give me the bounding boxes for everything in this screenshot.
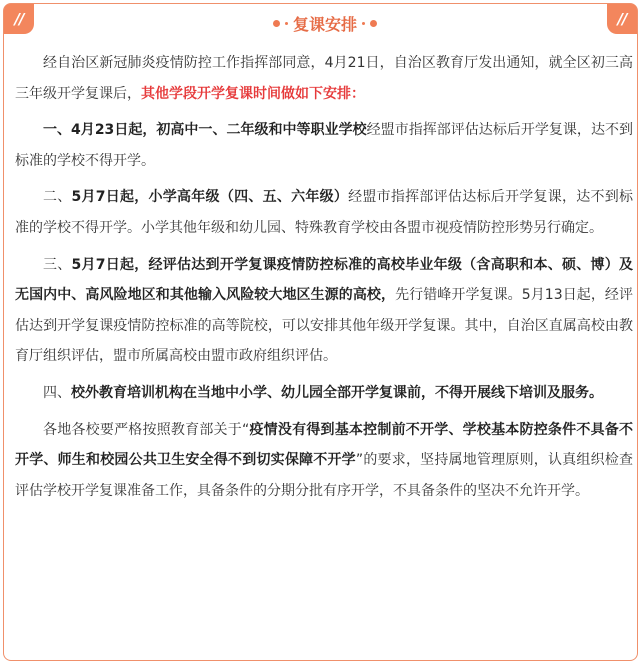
paragraph-item-4 xyxy=(15,378,633,409)
corner-badge-left-icon: // xyxy=(4,4,34,34)
paragraph-item-1 xyxy=(15,115,633,176)
title-dot-left-icon xyxy=(273,20,280,27)
bold-text: 疫情没有得到基本控制前不开学、学校基本防控条件不具备不开学、师生和校园公共卫生安全得不到切实保障不开学 xyxy=(15,421,634,469)
text-segment: 三、 xyxy=(43,256,72,273)
title-small-dot-right-icon xyxy=(362,22,365,25)
text-segment: 经盟市指挥部评估达标后开学复课，达不到标准的学校不得开学。 xyxy=(15,122,633,169)
highlight-text: 其他学段开学复课时间做如下安排： xyxy=(141,85,365,102)
bold-text: 5月7日起，小学高年级（四、五、六年级） xyxy=(71,189,349,206)
text-segment: 各地各校要严格按照教育部关于“ xyxy=(43,421,250,438)
corner-badge-right-icon: // xyxy=(607,4,637,34)
bold-text: 校外教育培训机构在当地中小学、幼儿园全部开学复课前，不得开展线下培训及服务。 xyxy=(71,384,603,401)
title-small-dot-left-icon xyxy=(285,22,288,25)
text-segment: 经自治区新冠肺炎疫情防控工作指挥部同意，4月21日，自治区教育厅发出通知，就全区初三高三年级开学复课后， xyxy=(15,55,633,102)
notice-card xyxy=(3,3,638,661)
paragraph-closing xyxy=(15,415,633,507)
article-body xyxy=(15,48,633,512)
text-segment: 四、 xyxy=(43,384,71,401)
paragraph-intro xyxy=(15,48,633,109)
bold-text: 一、4月23日起，初高中一、二年级和中等职业学校 xyxy=(43,122,367,139)
paragraph-item-2 xyxy=(15,182,633,243)
title-dot-right-icon xyxy=(370,20,377,27)
text-segment: 经盟市指挥部评估达标后开学复课，达不到标准的学校不得开学。小学其他年级和幼儿园、特殊教育学校由各盟市视疫情防控形势另行确定。 xyxy=(15,189,634,236)
text-segment: 先行错峰开学复课。5月13日起，经评估达到开学复课疫情防控标准的高等院校，可以安排其他年级开学复课。其中，自治区直属高校由教育厅组织评估，盟市所属高校由盟市政府组织评估。 xyxy=(15,287,633,365)
section-title: 复课安排 xyxy=(292,14,357,34)
text-segment: 二、 xyxy=(43,189,72,206)
bold-text: 5月7日起，经评估达到开学复课疫情防控标准的高校毕业年级（含高职和本、硕、博）及无国内中、高风险地区和其他输入风险较大地区生源的高校， xyxy=(15,256,633,304)
title-bar xyxy=(257,11,393,35)
text-segment: ”的要求，坚持属地管理原则，认真组织检查评估学校开学复课准备工作，具备条件的分期分批有序开学，不具备条件的坚决不允许开学。 xyxy=(15,452,633,499)
paragraph-item-3 xyxy=(15,250,633,372)
